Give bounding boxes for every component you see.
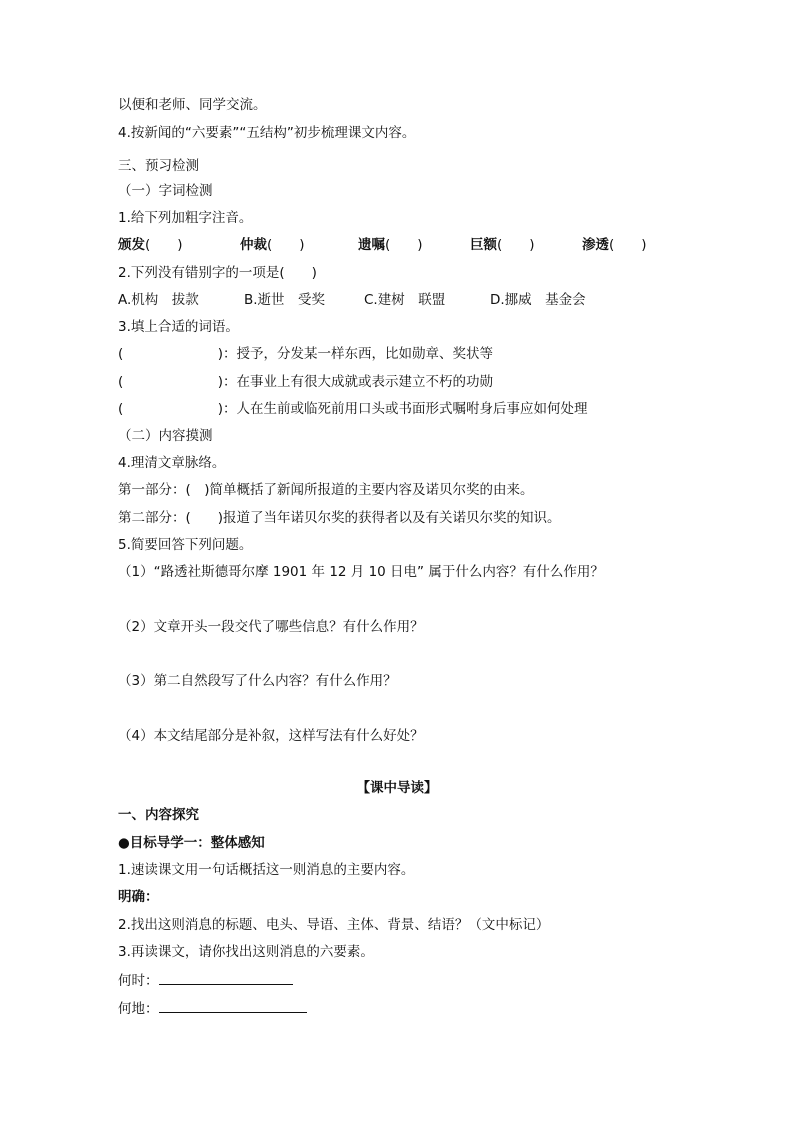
question: 4.理清文章脉络。 [118, 455, 226, 471]
answer-label: 明确： [118, 889, 159, 905]
sub-question: （2）文章开头一段交代了哪些信息？有什么作用？ [118, 619, 424, 635]
text-line: 以便和老师、同学交流。 [118, 97, 267, 113]
pinyin-word: 遗嘱 [358, 237, 385, 253]
section-heading: 三、预习检测 [118, 158, 199, 174]
question: 5.简要回答下列问题。 [118, 537, 253, 553]
when-blank[interactable] [159, 970, 293, 985]
subsection-heading: ●目标导学一：整体感知 [118, 835, 265, 851]
subsection-heading: （二）内容摸测 [118, 428, 213, 444]
fill-in-line: ( )：人在生前或临死前用口头或书面形式嘱咐身后事应如何处理 [118, 401, 588, 417]
answer-paren: ( ) [267, 237, 305, 253]
question: 2.找出这则消息的标题、电头、导语、主体、背景、结语？（文中标记） [118, 917, 550, 933]
section-heading: 一、内容探究 [118, 807, 199, 823]
choice-row [118, 291, 638, 309]
where-line [118, 998, 307, 1018]
answer-paren: ( ) [609, 237, 647, 253]
sub-question: （4）本文结尾部分是补叙，这样写法有什么好处？ [118, 728, 424, 744]
sub-question: （3）第二自然段写了什么内容？有什么作用？ [118, 673, 397, 689]
pinyin-word: 颁发 [118, 237, 145, 253]
when-line [118, 970, 293, 990]
question: 3.填上合适的词语。 [118, 319, 239, 335]
fill-in-line: ( )：在事业上有很大成就或表示建立不朽的功勋 [118, 374, 494, 390]
question: 2.下列没有错别字的一项是( ) [118, 265, 317, 281]
question: 1.给下列加粗字注音。 [118, 210, 253, 226]
outline-line: 第二部分：( )报道了当年诺贝尔奖的获得者以及有关诺贝尔奖的知识。 [118, 510, 561, 526]
choice-a: A.机构 拔款 [118, 292, 199, 308]
choice-c: C.建树 联盟 [364, 292, 446, 308]
section-title: 【课中导读】 [356, 780, 438, 796]
pinyin-word: 仲裁 [240, 237, 267, 253]
answer-paren: ( ) [385, 237, 423, 253]
subsection-heading: （一）字词检测 [118, 183, 213, 199]
answer-paren: ( ) [145, 237, 183, 253]
question: 1.速读课文用一句话概括这一则消息的主要内容。 [118, 862, 415, 878]
pinyin-row [118, 236, 678, 254]
fill-in-line: ( )：授予，分发某一样东西，比如勋章、奖状等 [118, 346, 494, 362]
question: 3.再读课文，请你找出这则消息的六要素。 [118, 944, 374, 960]
answer-paren: ( ) [497, 237, 535, 253]
pinyin-word: 渗透 [582, 237, 609, 253]
sub-question: （1）“路透社斯德哥尔摩 1901 年 12 月 10 日电” 属于什么内容？有什么作用？ [118, 564, 604, 580]
pinyin-word: 巨额 [470, 237, 497, 253]
outline-line: 第一部分：( )简单概括了新闻所报道的主要内容及诺贝尔奖的由来。 [118, 482, 534, 498]
where-label: 何地： [118, 1001, 159, 1017]
where-blank[interactable] [159, 998, 307, 1013]
choice-d: D.挪威 基金会 [490, 292, 586, 308]
choice-b: B.逝世 受奖 [244, 292, 326, 308]
when-label: 何时： [118, 973, 159, 989]
text-line: 4.按新闻的“六要素”“五结构”初步梳理课文内容。 [118, 125, 416, 141]
